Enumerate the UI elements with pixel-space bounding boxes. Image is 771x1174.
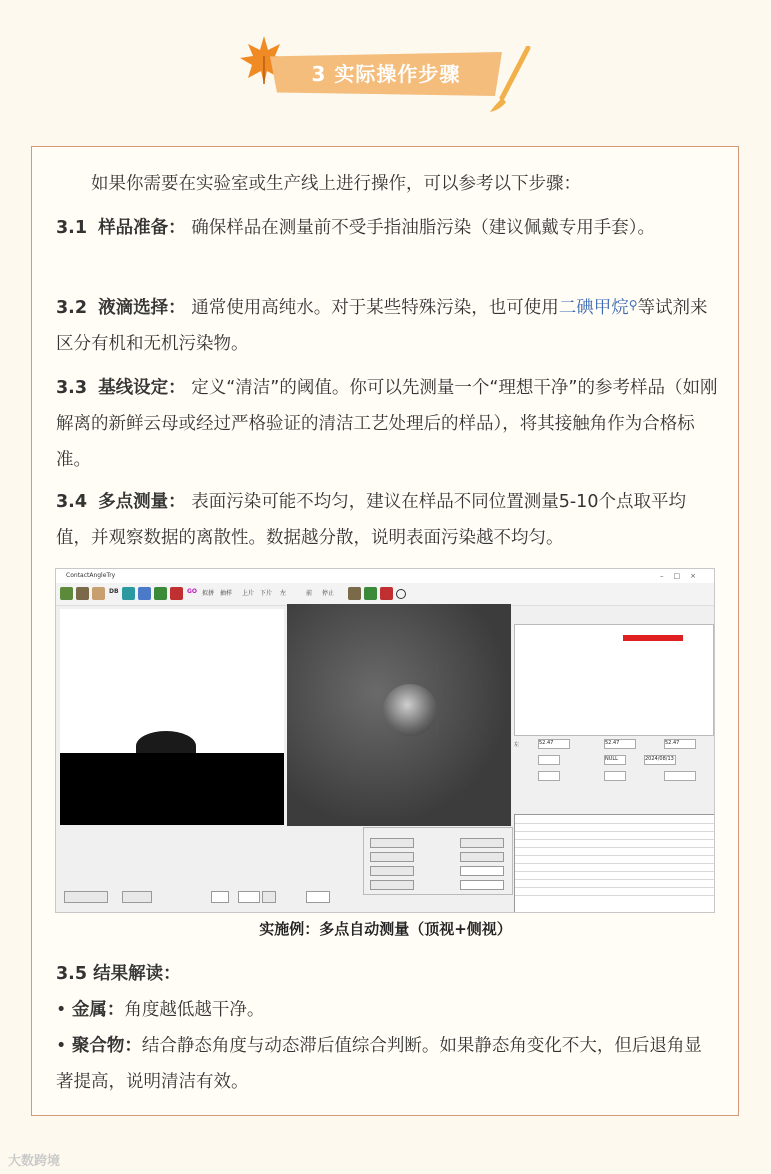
db-button[interactable]: DB <box>109 588 119 595</box>
results-table[interactable] <box>514 624 714 736</box>
stop-button[interactable]: 停止 <box>322 590 335 597</box>
intro-paragraph: 如果你需要在实验室或生产线上进行操作，可以参考以下步骤： <box>91 174 581 194</box>
grid-line <box>515 871 715 872</box>
field-value: 52.47 <box>539 740 554 746</box>
footer-input[interactable] <box>211 891 229 903</box>
input[interactable] <box>460 880 504 890</box>
camera-icon[interactable] <box>60 587 73 600</box>
toolbar <box>56 583 714 606</box>
bullet-metal: • 金属：角度越低越干净。 <box>56 1000 265 1020</box>
window-title: ContactAngleTry <box>66 572 116 579</box>
field[interactable] <box>538 771 560 781</box>
grid-line <box>515 847 715 848</box>
field[interactable] <box>604 771 626 781</box>
step-3-3 <box>56 370 718 478</box>
grid-line <box>515 839 715 840</box>
watermark-text: 大数跨境 <box>8 1154 61 1169</box>
table-header <box>517 627 711 635</box>
section-title: 3 实际操作步骤 <box>311 62 461 86</box>
step-number: 3.3 <box>56 378 88 398</box>
step-title: 样品准备： <box>98 218 186 238</box>
date-field[interactable] <box>644 755 676 765</box>
bullet-text: 结合静态角度与动态滞后值综合判断。如果静态角变化不大，但后退角显著提高，说明清洁有效。 <box>56 1036 702 1092</box>
export-excel-button[interactable] <box>370 880 414 890</box>
bullet-label: 金属： <box>71 1000 125 1020</box>
footer-button[interactable] <box>122 891 152 903</box>
left-button[interactable]: 左 <box>280 590 287 597</box>
section-header <box>0 0 771 130</box>
load-button[interactable]: 上片 <box>242 590 255 597</box>
step-3-4 <box>56 484 718 556</box>
grid-line <box>515 855 715 856</box>
step-3-5-heading: 3.5 结果解读： <box>56 964 181 984</box>
substrate <box>60 753 284 825</box>
grid-line <box>515 879 715 880</box>
record-icon[interactable] <box>396 589 406 599</box>
software-screenshot <box>55 568 715 913</box>
dropdown[interactable] <box>460 852 504 862</box>
step-number: 3.1 <box>56 218 88 238</box>
grid-line <box>515 863 715 864</box>
highlight-cell <box>623 635 683 641</box>
bullet-text: 角度越低越干净。 <box>124 1000 265 1020</box>
grid-line <box>515 823 715 824</box>
refresh-icon[interactable] <box>122 587 135 600</box>
field[interactable] <box>664 771 696 781</box>
device-stop-icon[interactable] <box>170 587 183 600</box>
dropdown[interactable] <box>460 838 504 848</box>
panel-button[interactable] <box>370 866 414 876</box>
avg-angle-field[interactable] <box>664 739 696 749</box>
field-value: 2024/08/13 <box>645 756 674 762</box>
footer-button[interactable] <box>64 891 108 903</box>
left-angle-field[interactable] <box>538 739 570 749</box>
image-icon[interactable] <box>92 587 105 600</box>
capture-icon[interactable] <box>76 587 89 600</box>
sample-button[interactable]: 抽样 <box>220 590 233 597</box>
step-number: 3.4 <box>56 492 88 512</box>
field-value: 52.47 <box>665 740 680 746</box>
step-text: 确保样品在测量前不受手指油脂污染（建议佩戴专用手套）。 <box>191 218 655 238</box>
step-title: 基线设定： <box>98 378 186 398</box>
step-text-after: 等试剂来区分有机和无机污染物。 <box>56 298 708 354</box>
go-button[interactable]: GO <box>187 588 198 595</box>
field-value: 52.47 <box>605 740 620 746</box>
droplet-top <box>383 684 437 736</box>
unload-button[interactable]: 下片 <box>260 590 273 597</box>
panel-button[interactable] <box>370 838 414 848</box>
window-controls: –□× <box>660 572 706 580</box>
input[interactable] <box>460 866 504 876</box>
step-text: 定义“清洁”的阈值。你可以先测量一个“理想干净”的参考样品（如刚解离的新鲜云母或经过严格验证的清洁工艺处理后的样品），将其接触角作为合格标准。 <box>56 378 718 470</box>
footer-input[interactable] <box>238 891 260 903</box>
footer-input[interactable] <box>306 891 330 903</box>
fit-button[interactable]: 拟拼 <box>202 590 215 597</box>
device-icon[interactable] <box>364 587 377 600</box>
measurement-fields <box>514 739 714 809</box>
search-icon[interactable]: ⚲ <box>628 298 638 312</box>
device-icon[interactable] <box>154 587 167 600</box>
field[interactable] <box>538 755 560 765</box>
step-title: 液滴选择： <box>98 298 186 318</box>
grid-line <box>515 887 715 888</box>
grid-line <box>515 831 715 832</box>
bullet-polymer: • 聚合物：结合静态角度与动态滞后值综合判断。如果静态角变化不大，但后退角显著提高，说明清洁有效。 <box>56 1036 702 1092</box>
watermark <box>8 1150 60 1169</box>
label: 左 <box>514 742 520 748</box>
front-button[interactable]: 前 <box>306 590 313 597</box>
step-title: 多点测量： <box>98 492 186 512</box>
top-view-image <box>287 604 511 826</box>
step-3-1 <box>56 210 718 246</box>
camera-icon[interactable] <box>348 587 361 600</box>
field[interactable] <box>604 755 626 765</box>
step-text: 通常使用高纯水。对于某些特殊污染，也可使用 <box>191 298 559 318</box>
paintbrush-icon <box>488 46 534 114</box>
field-value: NULL <box>605 756 618 762</box>
right-angle-field[interactable] <box>604 739 636 749</box>
step-text: 表面污染可能不均匀，建议在样品不同位置测量5-10个点取平均值，并观察数据的离散性。数据越分散，说明表面污染越不均匀。 <box>56 492 686 548</box>
tool-icon[interactable] <box>138 587 151 600</box>
guide-line <box>437 664 438 734</box>
device-stop-icon[interactable] <box>380 587 393 600</box>
database-panel <box>363 827 513 895</box>
figure-caption: 实施例：多点自动测量（顶视+侧视） <box>259 920 512 938</box>
window-titlebar <box>56 569 714 583</box>
bullet-label: 聚合物： <box>71 1036 142 1056</box>
panel-button[interactable] <box>370 852 414 862</box>
footer-button[interactable] <box>262 891 276 903</box>
diiodomethane-link[interactable]: 二碘甲烷 <box>558 298 629 318</box>
step-number: 3.2 <box>56 298 88 318</box>
step-3-2 <box>56 290 718 362</box>
data-grid[interactable] <box>514 814 715 913</box>
side-view-image <box>60 609 284 825</box>
grid-line <box>515 895 715 896</box>
